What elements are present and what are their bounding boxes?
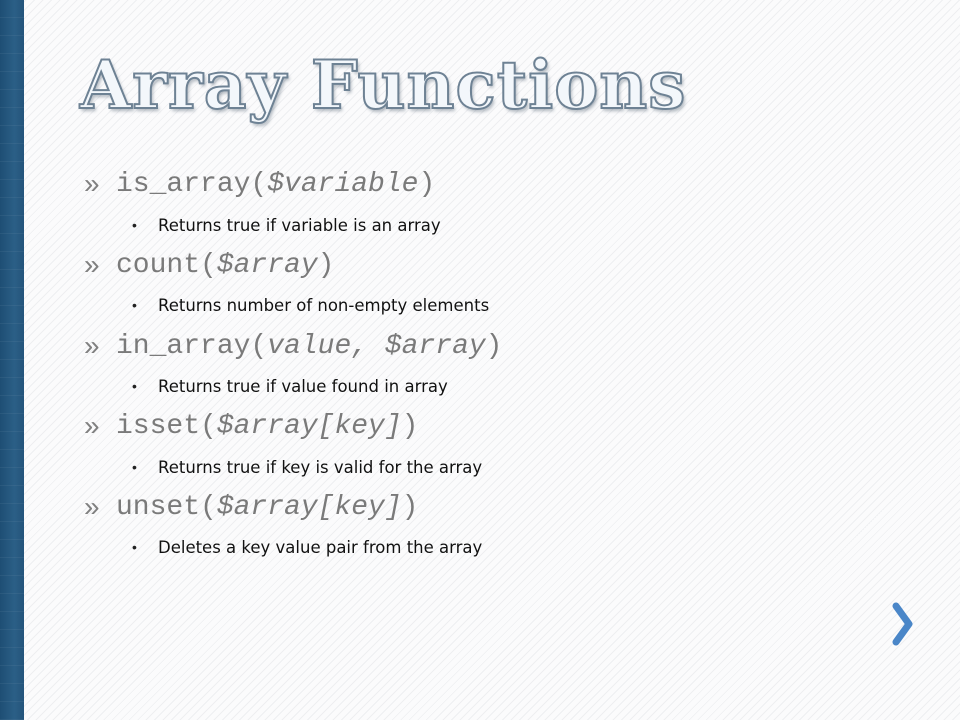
function-description: Returns number of non-empty elements xyxy=(158,295,490,315)
function-close: ) xyxy=(418,168,436,200)
slide-title: Array Functions xyxy=(80,46,687,124)
bullet-marker: • xyxy=(132,217,137,233)
bullet-marker: • xyxy=(132,297,137,313)
function-name: is_array( xyxy=(116,168,268,200)
function-name: unset( xyxy=(116,491,217,523)
function-name: in_array( xyxy=(116,330,268,362)
chevron-right-icon xyxy=(891,602,915,646)
function-close: ) xyxy=(485,330,503,362)
bullet-marker: • xyxy=(132,378,137,394)
function-item xyxy=(84,247,334,283)
function-signature xyxy=(116,169,435,200)
function-signature xyxy=(116,331,502,362)
description-item xyxy=(132,536,482,558)
function-signature xyxy=(116,250,334,281)
function-argument: $variable xyxy=(267,168,419,200)
description-item xyxy=(132,456,482,478)
raquo-marker: » xyxy=(84,491,100,522)
function-argument: $array[key] xyxy=(216,410,402,442)
function-item xyxy=(84,489,418,525)
raquo-marker: » xyxy=(84,249,100,280)
function-name: count( xyxy=(116,249,217,281)
description-item xyxy=(132,294,489,316)
function-name: isset( xyxy=(116,410,217,442)
bullet-marker: • xyxy=(132,539,137,555)
function-item xyxy=(84,166,435,202)
function-signature xyxy=(116,492,418,523)
function-argument: $array[key] xyxy=(216,491,402,523)
raquo-marker: » xyxy=(84,330,100,361)
function-signature xyxy=(116,411,418,442)
raquo-marker: » xyxy=(84,410,100,441)
bullet-marker: • xyxy=(132,459,137,475)
function-description: Returns true if variable is an array xyxy=(158,215,441,235)
function-description: Returns true if key is valid for the array xyxy=(158,457,483,477)
function-description: Returns true if value found in array xyxy=(158,376,448,396)
function-argument: $array xyxy=(216,249,318,281)
function-description: Deletes a key value pair from the array xyxy=(158,537,483,557)
description-item xyxy=(132,214,441,236)
description-item xyxy=(132,375,448,397)
function-close: ) xyxy=(401,491,419,523)
next-slide-button[interactable] xyxy=(886,596,920,652)
function-argument: value, $array xyxy=(267,330,486,362)
function-item xyxy=(84,408,418,444)
function-close: ) xyxy=(317,249,335,281)
function-close: ) xyxy=(401,410,419,442)
raquo-marker: » xyxy=(84,168,100,199)
function-item xyxy=(84,328,502,364)
